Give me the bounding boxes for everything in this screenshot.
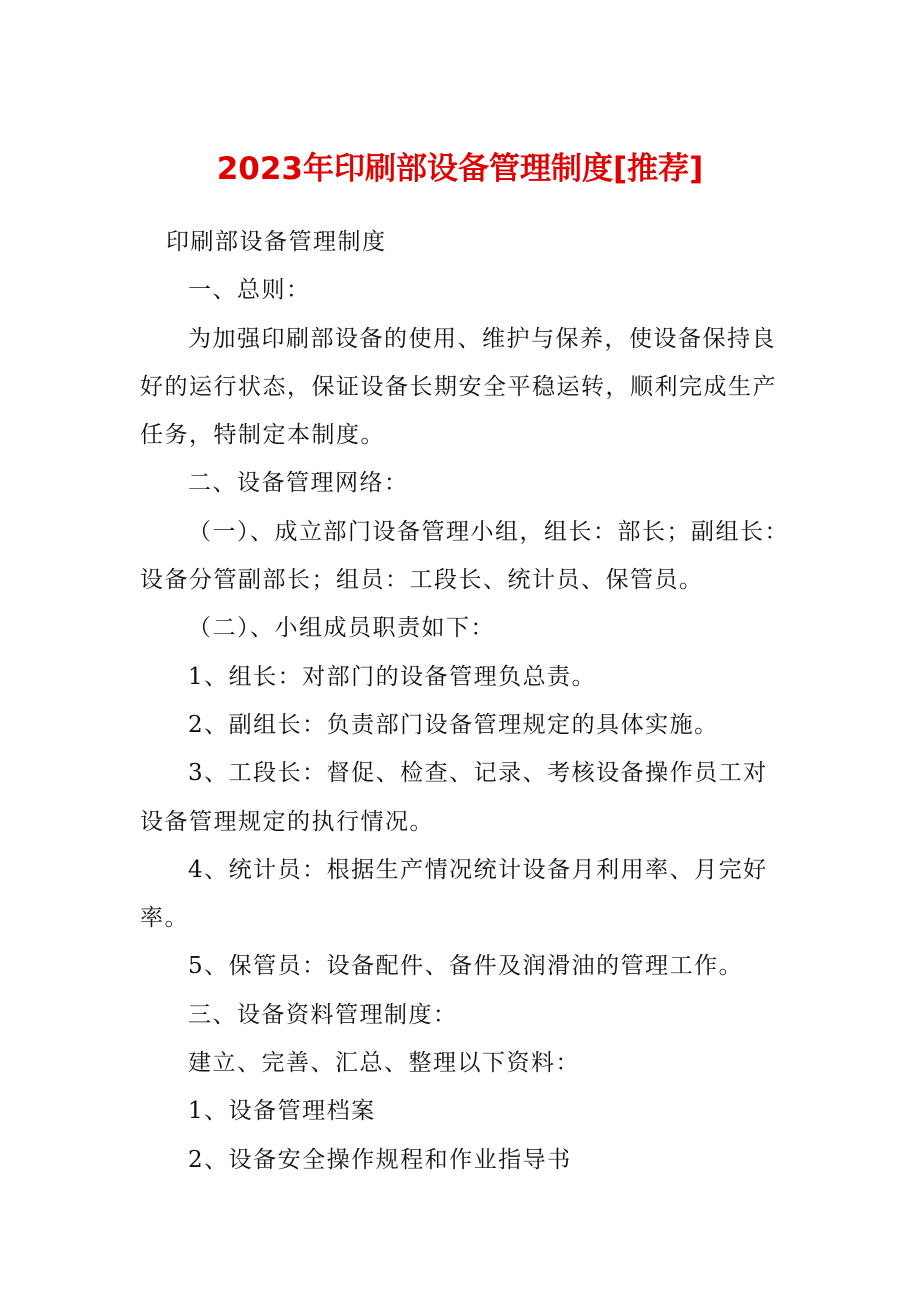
list-item-statistician: 4、统计员：根据生产情况统计设备月利用率、月完好率。 <box>140 856 768 932</box>
paragraph-member-duties: （二）、小组成员职责如下： <box>188 615 495 642</box>
section-heading: 印刷部设备管理制度 <box>166 229 387 255</box>
paragraph-records-intro: 建立、完善、汇总、整理以下资料： <box>188 1050 580 1077</box>
list-item-deputy-leader: 2、副组长：负责部门设备管理规定的具体实施。 <box>188 711 719 738</box>
document-title: 2023年印刷部设备管理制度[推荐] <box>216 151 704 187</box>
chapter-heading-general: 一、总则： <box>188 277 311 304</box>
list-item-leader: 1、组长：对部门的设备管理负总责。 <box>188 663 597 690</box>
list-item-equipment-archive: 1、设备管理档案 <box>188 1098 376 1125</box>
list-item-safety-procedures: 2、设备安全操作规程和作业指导书 <box>188 1146 572 1173</box>
list-item-storekeeper: 5、保管员：设备配件、备件及润滑油的管理工作。 <box>188 953 744 980</box>
document-body <box>140 218 790 1184</box>
paragraph-management-group: （一）、成立部门设备管理小组，组长：部长；副组长：设备分管副部长；组员：工段长、统计员、保管员。 <box>140 518 789 594</box>
paragraph-purpose: 为加强印刷部设备的使用、维护与保养，使设备保持良好的运行状态，保证设备长期安全平稳运转，顺利完成生产任务，特制定本制度。 <box>140 325 777 449</box>
list-item-section-chief: 3、工段长：督促、检查、记录、考核设备操作员工对设备管理规定的执行情况。 <box>140 760 768 835</box>
chapter-heading-records: 三、设备资料管理制度： <box>188 1001 458 1028</box>
chapter-heading-network: 二、设备管理网络： <box>188 470 409 497</box>
